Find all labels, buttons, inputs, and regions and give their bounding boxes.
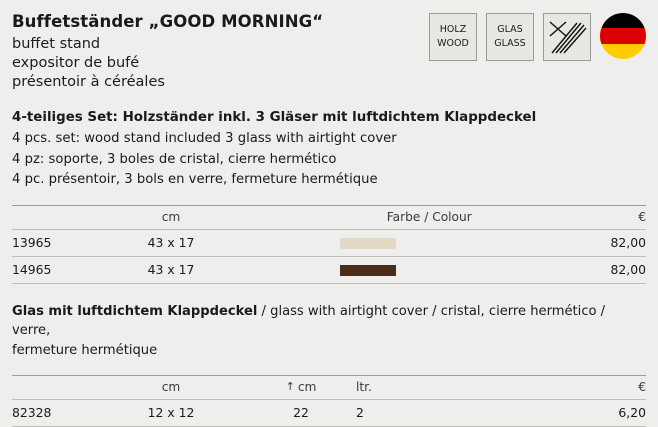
glas-glass-badge <box>486 13 534 61</box>
cutlery-icon <box>544 14 590 60</box>
arrow-up-icon: ↑ <box>285 379 295 393</box>
cell-price: 6,20 <box>618 404 646 420</box>
description-line-fr: 4 pc. présentoir, 3 bols en verre, fermeture hermétique <box>12 172 378 188</box>
section-heading-rest: / glass with airtight cover / cristal, cierre hermético / verre, <box>12 303 606 339</box>
cell-article: 82328 <box>12 404 52 420</box>
header-height <box>246 376 356 399</box>
page-title: Buffetständer „GOOD MORNING“ <box>12 12 324 31</box>
cell-cm: 43 x 17 <box>147 234 195 250</box>
stand-table-wrapper <box>12 205 646 284</box>
description-line-de: 4-teiliges Set: Holzständer inkl. 3 Gläser mit luftdichtem Klappdeckel <box>12 110 537 126</box>
description-block <box>12 108 646 190</box>
header-cm: cm <box>161 379 181 394</box>
badge-group <box>429 10 646 61</box>
glas-glass-badge-line2: GLASS <box>494 38 526 49</box>
header-price: € <box>638 209 646 224</box>
holz-wood-badge <box>429 13 477 61</box>
cell-ltr: 2 <box>356 404 364 420</box>
stand-table-body-2 <box>12 257 646 283</box>
table-header-row <box>12 206 646 229</box>
holz-wood-badge-line2: WOOD <box>437 38 469 49</box>
title-translation-en: buffet stand <box>12 35 101 52</box>
cell-height: 22 <box>293 404 309 420</box>
description-line-es: 4 pz: soporte, 3 boles de cristal, cierre hermético <box>12 151 337 167</box>
flag-band-red <box>600 28 646 43</box>
header-colour: Farbe / Colour <box>386 209 472 224</box>
glas-glass-badge-line1: GLAS <box>497 24 523 36</box>
title-translation-fr: présentoir à céréales <box>12 74 165 91</box>
dark-brown-swatch <box>340 265 396 276</box>
flag-band-gold <box>600 44 646 59</box>
header-price: € <box>638 379 646 394</box>
cutlery-icon-badge <box>543 13 591 61</box>
holz-wood-badge-line1: HOLZ <box>439 24 467 36</box>
header-article <box>12 206 96 229</box>
table-header-row <box>12 376 646 399</box>
cell-colour <box>246 230 491 256</box>
table-divider-bottom <box>12 283 646 284</box>
glass-table-wrapper <box>12 375 646 427</box>
header-height-label: cm <box>297 379 317 394</box>
table-row <box>12 230 646 256</box>
cell-price: 82,00 <box>610 261 646 277</box>
title-translation-es: expositor de bufé <box>12 54 140 71</box>
cell-cm: 43 x 17 <box>147 261 195 277</box>
title-block <box>12 10 323 92</box>
stand-table <box>12 206 646 229</box>
cell-price: 82,00 <box>610 234 646 250</box>
section-heading-line2: fermeture hermétique <box>12 342 158 358</box>
flag-band-black <box>600 13 646 28</box>
table-row <box>12 257 646 283</box>
glass-table-divider-bottom <box>12 426 646 427</box>
glass-table-head <box>12 376 646 399</box>
description-line-en: 4 pcs. set: wood stand included 3 glass with airtight cover <box>12 131 397 147</box>
header-cm: cm <box>161 209 181 224</box>
section-heading-bold: Glas mit luftdichtem Klappdeckel <box>12 303 258 319</box>
page-header <box>12 10 646 92</box>
cell-article: 13965 <box>12 234 52 250</box>
cell-article: 14965 <box>12 261 52 277</box>
header-article <box>12 376 96 399</box>
cell-colour <box>246 257 491 283</box>
cell-cm: 12 x 12 <box>147 404 195 420</box>
germany-flag <box>600 13 646 59</box>
stand-table-body <box>12 230 646 256</box>
section-heading <box>12 302 646 361</box>
header-ltr: ltr. <box>356 379 372 394</box>
beige-swatch <box>340 238 396 249</box>
